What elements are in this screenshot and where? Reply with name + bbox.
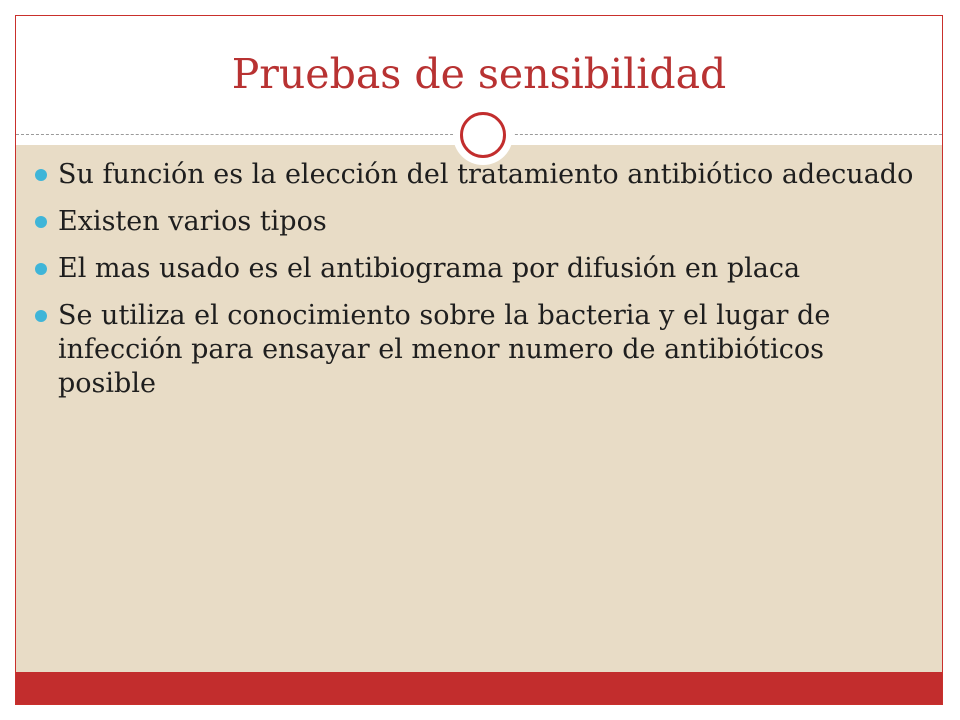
bullet-text: Se utiliza el conocimiento sobre la bacteria y el lugar de infección para ensayar el menor numero de antibióticos posible bbox=[58, 300, 831, 399]
bottom-accent-bar bbox=[16, 672, 942, 705]
ring-ornament-icon bbox=[460, 112, 506, 158]
bullet-text: Su función es la elección del tratamiento antibiótico adecuado bbox=[58, 159, 914, 190]
bullet-item bbox=[35, 252, 915, 286]
bullet-dot-icon bbox=[35, 169, 47, 181]
bullet-dot-icon bbox=[35, 310, 47, 322]
bullet-text: El mas usado es el antibiograma por difusión en placa bbox=[58, 253, 801, 284]
bullet-dot-icon bbox=[35, 216, 47, 228]
slide-title: Pruebas de sensibilidad bbox=[231, 50, 727, 98]
bullet-list bbox=[35, 158, 915, 414]
bullet-text: Existen varios tipos bbox=[58, 206, 327, 237]
bullet-item bbox=[35, 299, 915, 401]
bullet-item bbox=[35, 205, 915, 239]
bullet-item bbox=[35, 158, 915, 192]
bullet-dot-icon bbox=[35, 263, 47, 275]
